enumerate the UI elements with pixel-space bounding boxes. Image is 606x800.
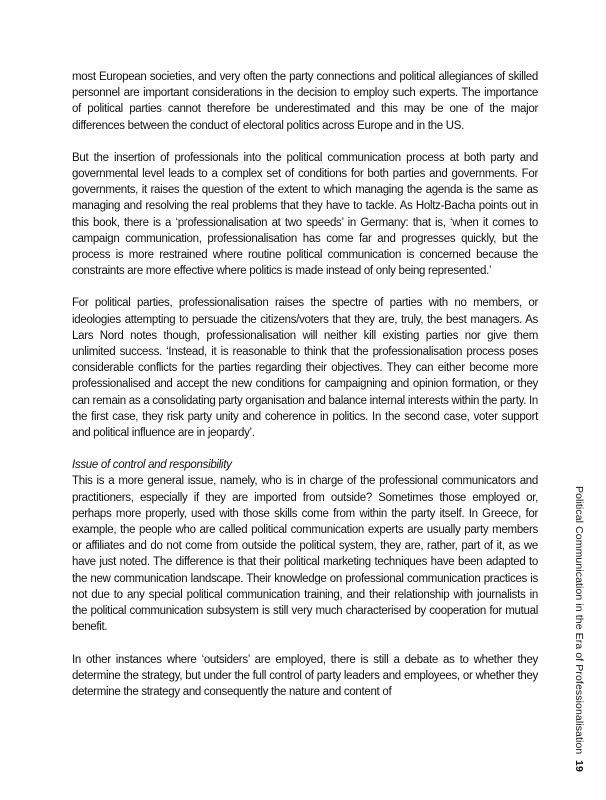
body-paragraph: In other instances where ‘outsiders’ are employed, there is still a debate as to whether they determine the strategy, but under the full control of party leaders and employees, or whether they determine the strategy and consequently the nature and content of: [72, 653, 538, 698]
section-heading: Issue of control and responsibility: [72, 459, 232, 472]
body-text: [72, 69, 538, 700]
body-paragraph: For political parties, professionalisation raises the spectre of parties with no members, or ideologies attempting to persuade the citizens/voters that they are, truly, the best managers. As Lars Nord notes though, professionalisation will neither kill existing parties nor give them unlimited success. ‘Instead, it is reasonable to think that the professionalisation process poses considerable conflicts for the parties regarding their objectives. They can either become more professionalised and accept the new conditions for campaigning and opinion formation, or they can remain as a consolidating party organisation and balance internal interests within the party. In the first case, they risk party unity and coherence in politics. In the second case, voter support and political influence are in jeopardy’.: [72, 297, 538, 440]
body-paragraph: But the insertion of professionals into the political communication process at both party and governmental level leads to a complex set of conditions for both parties and governments. For governments, it raises the question of the extent to which managing the agenda is the same as managing and resolving the real problems that they have to tackle. As Holtz-Bacha points out in this book, there is a ‘professionalisation at two speeds’ in Germany: that is, ‘when it comes to campaign communication, professionalisation has come far and progresses quickly, but the process is more restrained where routine political communication is concerned because the constraints are more effective where politics is made instead of only being represented.’: [72, 151, 538, 278]
body-paragraph: most European societies, and very often the party connections and political allegiances of skilled personnel are important considerations in the decision to employ such experts. The importance of political parties cannot therefore be underestimated and this may be one of the major differences between the conduct of electoral politics across Europe and in the US.: [72, 71, 538, 132]
running-sidebar: [572, 486, 585, 772]
page-number: 19: [573, 760, 585, 772]
running-title: Political Communication in the Era of Professionalisation: [573, 485, 585, 755]
body-paragraph: This is a more general issue, namely, who is in charge of the professional communicators and practitioners, especially if they are imported from outside? Sometimes those employed or, perhaps more properly, used with those skills come from within the party itself. In Greece, for example, the people who are called political communication experts are usually party members or affiliates and do not come from outside the political system, they are, rather, part of it, as we have just noted. The difference is that their political marketing techniques have been adapted to the new communication landscape. Their knowledge on professional communication practices is not due to any special political communication training, and their relationship with journalists in the political communication subsystem is still very much characterised by cooperation for mutual benefit.: [72, 475, 538, 634]
